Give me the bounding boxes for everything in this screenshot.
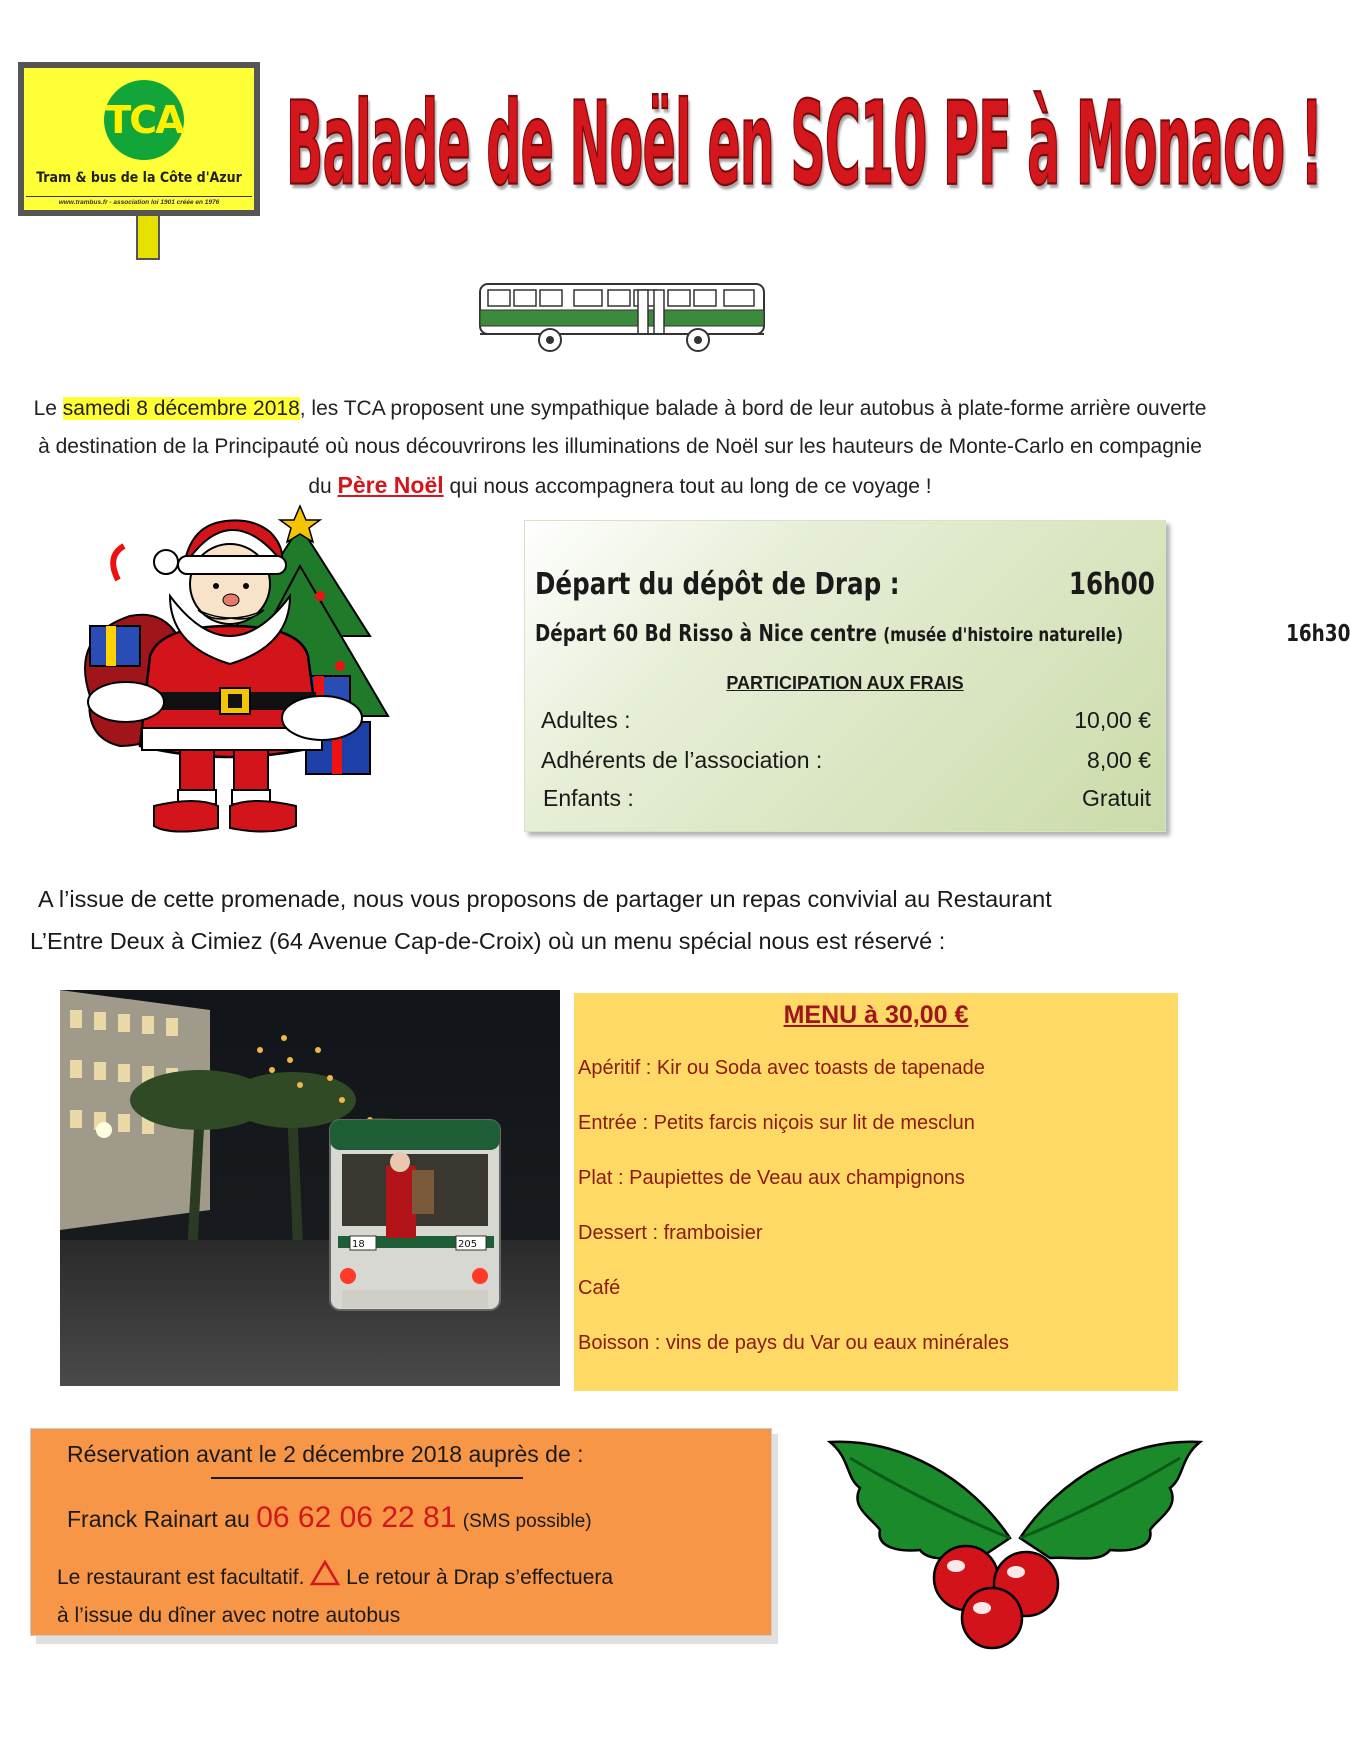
price-value: Gratuit bbox=[1081, 785, 1151, 811]
restaurant-optional-note: Le restaurant est facultatif. bbox=[57, 1566, 305, 1589]
nice-departure-time: 16h30 bbox=[1286, 621, 1350, 647]
restaurant-line-2: L’Entre Deux à Cimiez (64 Avenue Cap-de-Croix) où un menu spécial nous est réservé : bbox=[30, 928, 946, 954]
reservation-contact bbox=[67, 1501, 592, 1535]
holly-illustration bbox=[820, 1418, 1210, 1650]
return-note-continued: à l’issue du dîner avec notre autobus bbox=[57, 1604, 401, 1627]
contact-name: Franck Rainart au bbox=[67, 1506, 257, 1532]
night-bus-photo bbox=[60, 990, 560, 1386]
page-title: Balade de Noël en SC10 PF à Monaco ! bbox=[286, 78, 1323, 212]
intro-part1: Le bbox=[33, 397, 63, 420]
intro-part3: qui nous accompagnera tout au long de ce voyage ! bbox=[443, 475, 932, 498]
depot-departure-label: Départ du dépôt de Drap : bbox=[535, 567, 900, 602]
price-value: 8,00 € bbox=[1087, 747, 1151, 773]
menu-item: Boisson : vins de pays du Var ou eaux minérales bbox=[578, 1332, 1009, 1354]
restaurant-line-1: A l’issue de cette promenade, nous vous proposons de partager un repas convivial au Restaurant bbox=[38, 886, 1052, 912]
warning-triangle-icon bbox=[310, 1560, 340, 1586]
menu-item: Café bbox=[578, 1277, 621, 1299]
photo-drawing bbox=[60, 990, 560, 1386]
pere-noel: Père Noël bbox=[337, 472, 444, 498]
intro-part2: , les TCA proposent une sympathique balade à bord de leur autobus à plate-forme arrière ouverte à destination de la Principauté où nous découvrirons les illuminations de Noël sur les hauteurs de Monte-Carlo en compagnie du bbox=[38, 397, 1207, 498]
price-label: Adultes : bbox=[541, 707, 631, 733]
price-label: Enfants : bbox=[543, 785, 634, 811]
participation-title: PARTICIPATION AUX FRAIS bbox=[726, 673, 964, 693]
intro-paragraph bbox=[28, 390, 1212, 506]
reservation-underline bbox=[211, 1477, 523, 1479]
depot-departure-row bbox=[535, 567, 1155, 602]
bus-number-right: 205 bbox=[458, 1239, 478, 1250]
sms-note: (SMS possible) bbox=[462, 1511, 592, 1532]
menu-item: Plat : Paupiettes de Veau aux champignons bbox=[578, 1167, 965, 1189]
reservation-notes bbox=[57, 1559, 613, 1635]
restaurant-paragraph bbox=[30, 878, 1220, 962]
logo-tagline: Tram & bus de la Côte d'Azur bbox=[36, 170, 242, 186]
bus-number-left: 18 bbox=[352, 1239, 365, 1250]
nice-departure-note: (musée d'histoire naturelle) bbox=[883, 624, 1124, 646]
menu-item: Entrée : Petits farcis niçois sur lit de mesclun bbox=[578, 1112, 975, 1134]
return-note: Le retour à Drap s’effectuera bbox=[346, 1566, 614, 1589]
menu-item: Dessert : framboisier bbox=[578, 1222, 763, 1244]
nice-departure-label-wrap bbox=[535, 621, 1123, 647]
price-row bbox=[541, 707, 1151, 734]
reservation-note-line bbox=[57, 1559, 613, 1597]
nice-departure-label: Départ 60 Bd Risso à Nice centre bbox=[535, 621, 877, 647]
nice-departure-row bbox=[535, 621, 1350, 647]
page-title-wrapper bbox=[286, 78, 1323, 248]
santa-illustration bbox=[70, 506, 392, 846]
departure-box bbox=[524, 520, 1350, 832]
logo-url: www.trambus.fr - association loi 1901 créée en 1976 bbox=[26, 196, 252, 206]
menu-item: Apéritif : Kir ou Soda avec toasts de tapenade bbox=[578, 1057, 985, 1079]
contact-phone[interactable]: 06 62 06 22 81 bbox=[256, 1501, 457, 1534]
price-row bbox=[541, 785, 1151, 812]
logo-initials: TCA bbox=[104, 80, 184, 160]
event-date: samedi 8 décembre 2018 bbox=[62, 397, 300, 420]
menu-box bbox=[574, 993, 1178, 1391]
reservation-box bbox=[30, 1428, 772, 1636]
depot-departure-time: 16h00 bbox=[1069, 567, 1155, 602]
price-row bbox=[541, 747, 1151, 774]
price-value: 10,00 € bbox=[1074, 707, 1151, 733]
reservation-deadline: Réservation avant le 2 décembre 2018 auprès de : bbox=[67, 1441, 584, 1467]
tca-logo bbox=[18, 62, 260, 216]
bus-illustration bbox=[478, 278, 768, 360]
menu-title: MENU à 30,00 € bbox=[783, 1001, 969, 1029]
price-label: Adhérents de l’association : bbox=[541, 747, 823, 773]
